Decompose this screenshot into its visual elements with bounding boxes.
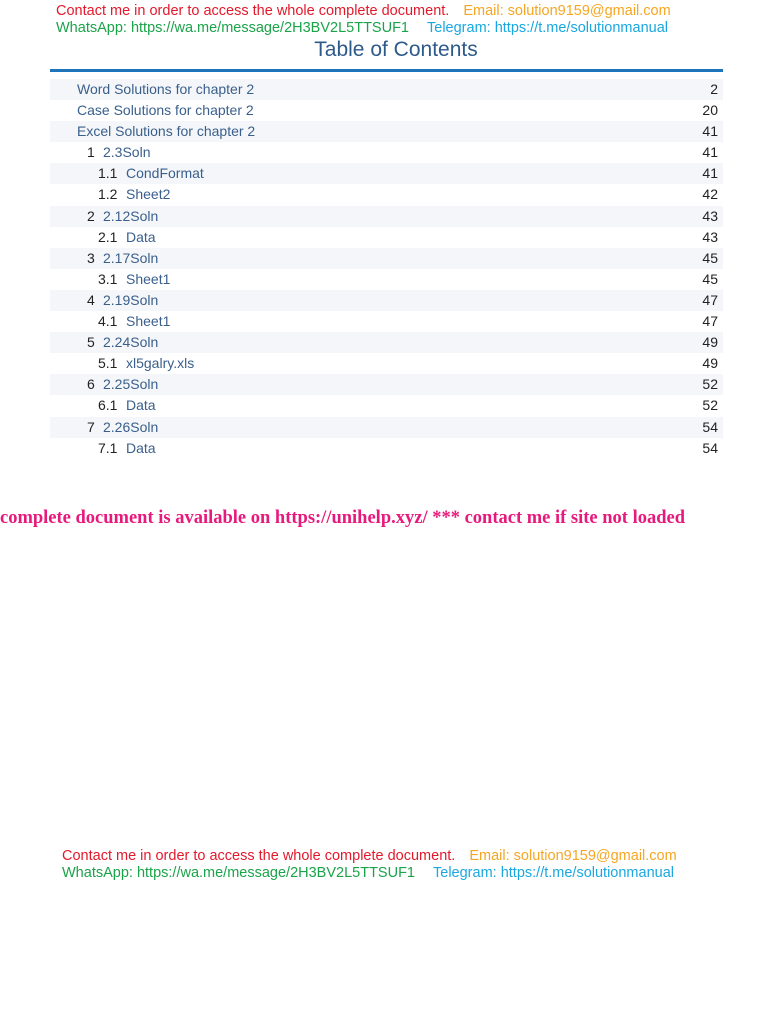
whatsapp-link[interactable]: WhatsApp: https://wa.me/message/2H3BV2L5TTSUF1 [56, 20, 409, 36]
toc-entry-label[interactable]: 2.25Soln [103, 376, 159, 393]
toc-entry-label[interactable]: 2.19Soln [103, 291, 159, 308]
toc-entry-page: 20 [702, 102, 718, 119]
toc-entry-label[interactable]: Data [126, 439, 156, 456]
toc-entry-label[interactable]: 2.12Soln [103, 207, 159, 224]
toc-entry[interactable] [50, 248, 723, 269]
toc-entry[interactable] [50, 206, 723, 227]
toc-entry[interactable] [50, 438, 723, 459]
toc-entry-label[interactable]: Word Solutions for chapter 2 [77, 81, 255, 97]
toc-entry-number: 7.1 [98, 439, 118, 456]
contact-line-1 [56, 3, 671, 20]
toc-entry-label[interactable]: 2.24Soln [103, 334, 159, 351]
toc-entry-page: 52 [702, 376, 718, 393]
toc-entry[interactable] [50, 395, 723, 416]
toc-entry-page: 54 [702, 418, 718, 435]
toc-entry-number: 6.1 [98, 397, 118, 414]
toc-entry-label[interactable]: Sheet1 [126, 270, 171, 287]
toc-entry-number: 5 [87, 334, 95, 351]
toc-entry-number: 2.1 [98, 228, 118, 245]
toc-entry-number: 3 [87, 249, 95, 266]
toc-entry[interactable] [50, 374, 723, 395]
toc-entry-label[interactable]: Case Solutions for chapter 2 [77, 102, 254, 119]
toc-entry-page: 49 [702, 355, 718, 372]
toc-entry-number: 5.1 [98, 355, 118, 372]
toc-entry-page: 49 [702, 334, 718, 351]
toc-entry-number: 3.1 [98, 270, 118, 287]
contact-footer [62, 848, 677, 882]
toc-entry-label[interactable]: Data [126, 397, 156, 414]
toc-entry[interactable] [50, 311, 723, 332]
toc-entry-page: 2 [710, 81, 718, 97]
toc-entry-page: 41 [702, 165, 718, 182]
toc-entry-page: 43 [702, 207, 718, 224]
availability-banner[interactable]: complete document is available on https://unihelp.xyz/ *** contact me if site not loaded [0, 508, 685, 528]
toc-entry-page: 43 [702, 228, 718, 245]
toc-entry[interactable] [50, 142, 723, 163]
toc-entry-number: 1 [87, 144, 95, 161]
toc-entry-page: 54 [702, 439, 718, 456]
toc-entry-number: 4.1 [98, 313, 118, 330]
toc-entry-label[interactable]: 2.3Soln [103, 144, 151, 161]
toc-entry-number: 7 [87, 418, 95, 435]
toc-entry-page: 47 [702, 313, 718, 330]
toc-entry-number: 1.1 [98, 165, 118, 182]
toc-entry[interactable] [50, 100, 723, 121]
toc-entry-page: 41 [702, 144, 718, 161]
toc-entry-label[interactable]: Sheet1 [126, 313, 171, 330]
toc-entry[interactable] [50, 353, 723, 374]
toc-entry-label[interactable]: 2.17Soln [103, 249, 159, 266]
toc-entry-label[interactable]: Sheet2 [126, 186, 171, 203]
toc-entry-label[interactable]: 2.26Soln [103, 418, 159, 435]
contact-message: Contact me in order to access the whole complete document. [56, 3, 450, 19]
toc-entry[interactable] [50, 227, 723, 248]
toc-entry[interactable] [50, 79, 723, 100]
contact-message: Contact me in order to access the whole complete document. [62, 848, 456, 864]
contact-line-2 [56, 20, 671, 37]
toc-entry[interactable] [50, 332, 723, 353]
toc-list [50, 79, 723, 459]
email-link[interactable]: Email: solution9159@gmail.com [469, 848, 677, 864]
toc-divider [50, 69, 723, 72]
toc-entry-page: 41 [702, 123, 718, 140]
toc-entry[interactable] [50, 163, 723, 184]
contact-line-1 [62, 848, 677, 865]
toc-entry[interactable] [50, 417, 723, 438]
toc-entry-label[interactable]: CondFormat [126, 165, 204, 182]
whatsapp-link[interactable]: WhatsApp: https://wa.me/message/2H3BV2L5TTSUF1 [62, 865, 415, 881]
toc-entry-label[interactable]: Data [126, 228, 156, 245]
contact-line-2 [62, 865, 677, 882]
toc-entry[interactable] [50, 184, 723, 205]
toc-entry-page: 45 [702, 270, 718, 287]
toc-entry-page: 45 [702, 249, 718, 266]
toc-entry-number: 1.2 [98, 186, 118, 203]
toc-title: Table of Contents [314, 38, 478, 61]
telegram-link[interactable]: Telegram: https://t.me/solutionmanual [433, 865, 674, 881]
toc-entry-number: 6 [87, 376, 95, 393]
telegram-link[interactable]: Telegram: https://t.me/solutionmanual [427, 20, 668, 36]
email-link[interactable]: Email: solution9159@gmail.com [463, 3, 671, 19]
toc-entry-label[interactable]: Excel Solutions for chapter 2 [77, 123, 256, 140]
toc-entry[interactable] [50, 121, 723, 142]
toc-entry-page: 42 [702, 186, 718, 203]
toc-entry-page: 52 [702, 397, 718, 414]
toc-entry-number: 2 [87, 207, 95, 224]
toc-entry[interactable] [50, 269, 723, 290]
toc-entry-label[interactable]: xl5galry.xls [126, 355, 195, 372]
toc-entry-page: 47 [702, 291, 718, 308]
contact-header [56, 3, 671, 37]
toc-entry[interactable] [50, 290, 723, 311]
toc-entry-number: 4 [87, 291, 95, 308]
